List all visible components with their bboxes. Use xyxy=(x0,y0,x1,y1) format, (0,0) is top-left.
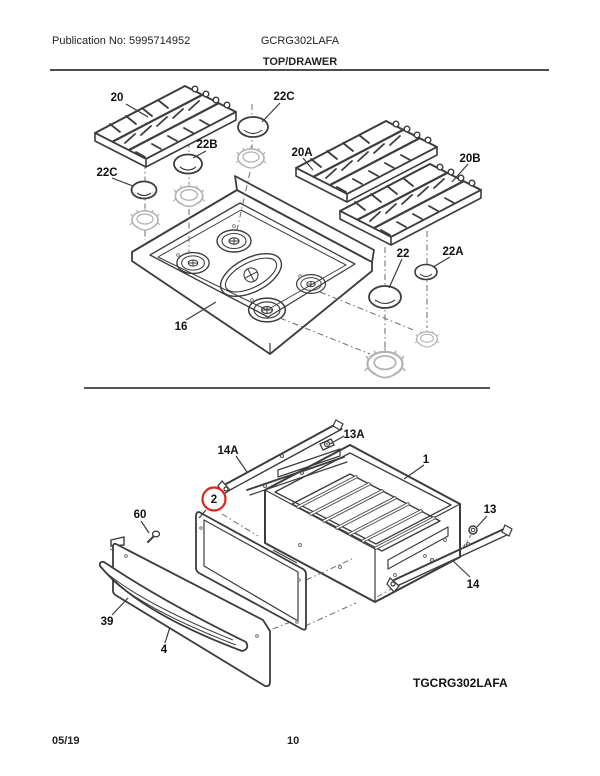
part-label-16: 16 xyxy=(174,321,188,333)
part-label-20: 20 xyxy=(110,92,124,104)
variant-code-label: TGCRG302LAFA xyxy=(413,676,508,690)
part-label-22b: 22B xyxy=(196,139,218,151)
part-label-14a: 14A xyxy=(217,445,239,457)
part-label-1: 1 xyxy=(422,454,430,466)
part-label-22c-top: 22C xyxy=(273,91,295,103)
maintop-panel-16 xyxy=(132,176,374,354)
footer-page-number: 10 xyxy=(287,735,300,747)
model-number: GCRG302LAFA xyxy=(260,35,340,47)
cap-22 xyxy=(369,286,401,308)
part-label-22: 22 xyxy=(396,248,410,260)
part-label-20a: 20A xyxy=(291,147,313,159)
part-label-2: 2 xyxy=(210,494,218,506)
part-label-39: 39 xyxy=(100,616,114,628)
part-label-4: 4 xyxy=(160,644,168,656)
part-label-22a: 22A xyxy=(442,246,464,258)
publication-number: Publication No: 5995714952 xyxy=(52,35,191,47)
page-title: TOP/DRAWER xyxy=(262,56,338,68)
cap-22c-left xyxy=(132,182,157,199)
part-label-22c-left: 22C xyxy=(96,167,118,179)
screw-60 xyxy=(148,531,160,542)
bracket-13a xyxy=(320,439,334,450)
part-label-13a: 13A xyxy=(343,429,365,441)
part-label-13: 13 xyxy=(483,504,497,516)
footer-date: 05/19 xyxy=(52,735,80,747)
cap-22b xyxy=(174,155,202,174)
part-label-20b: 20B xyxy=(459,153,481,165)
part-label-14: 14 xyxy=(466,579,480,591)
part-label-60: 60 xyxy=(133,509,147,521)
screw-13 xyxy=(469,526,477,534)
